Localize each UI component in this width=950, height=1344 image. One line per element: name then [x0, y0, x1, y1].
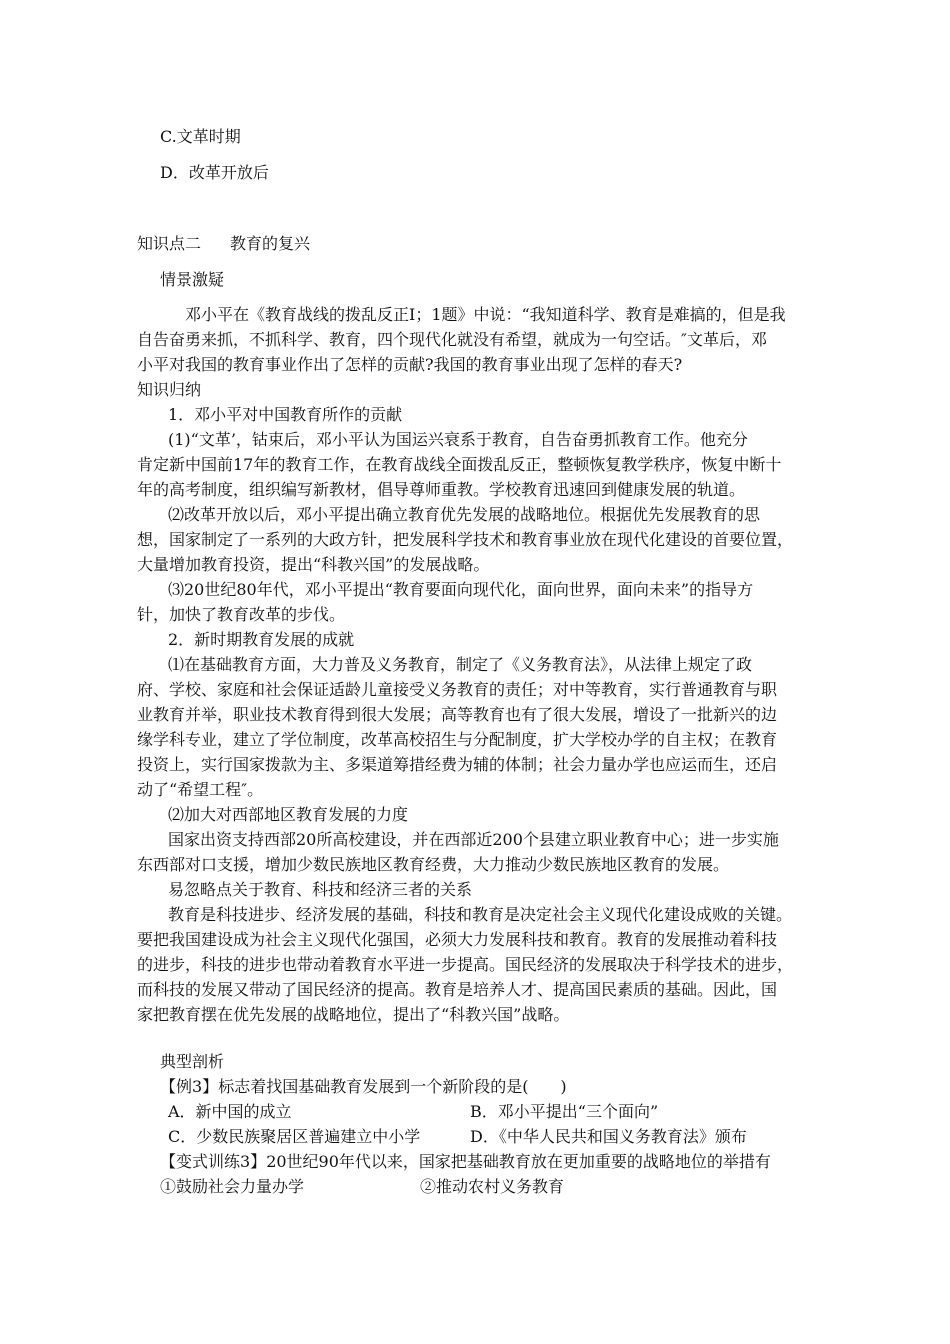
- point1-line: 年的高考制度，组织编写新教材，倡导尊师重教。学校教育迅速回到健康发展的轨道。: [137, 480, 746, 499]
- option-c: C．少数民族聚居区普遍建立中小学: [168, 1127, 421, 1146]
- option-d-top: D．改革开放后: [160, 163, 269, 182]
- section-heading-title: 教育的复兴: [230, 234, 311, 253]
- scenario-line: 自告奋勇来抓，不抓科学、教育，四个现代化就没有希望，就成为一句空话。″文革后，邓: [137, 330, 767, 349]
- option-d: D．《中华人民共和国义务教育法》颁布: [470, 1127, 747, 1146]
- easy-miss-title: 易忽略点关于教育、科技和经济三者的关系: [168, 880, 473, 899]
- point1-line: 肯定新中国前17年的教育工作，在教育战线全面拨乱反正，整顿恢复教学秩序，恢复中断十: [137, 455, 782, 474]
- example3-stem: 标志着找国基础教育发展到一个新阶段的是( ): [218, 1077, 567, 1096]
- variant3-item-1: ①鼓励社会力量办学: [160, 1177, 305, 1196]
- point2-line: 东西部对口支援，增加少数民族地区教育经费，大力推动少数民族地区教育的发展。: [137, 855, 730, 874]
- variant3-question: [160, 1152, 771, 1172]
- point1-line: (1)“文革’，钴束后，邓小平认为国运兴衰系于教育，自告奋勇抓教育工作。他充分: [168, 430, 748, 449]
- point1-line: ⑶20世纪80年代，邓小平提出“教育要面向现代化，面向世界，面向未来”的指导方: [168, 580, 754, 599]
- point2-line: 业教育并举，职业技术教育得到很大发展；高等教育也有了很大发展，增设了一批新兴的边: [137, 705, 778, 724]
- easy-miss-line: 而科技的发展又带动了国民经济的提高。教育是培养人才、提高国民素质的基础。因此，国: [137, 980, 778, 999]
- point2-line: 府、学校、家庭和社会保证适龄儿童接受义务教育的责任；对中等教育，实行普通教育与职: [137, 680, 778, 699]
- easy-miss-line: 教育是科技进步、经济发展的基础，科技和教育是决定社会主义现代化建设成败的关键。: [168, 905, 793, 924]
- point1-line: 针，加快了教育改革的步伐。: [137, 605, 346, 624]
- point1-line: 想，国家制定了一系列的大政方针，把发展科学技术和教育事业放在现代化建设的首要位置，: [137, 530, 794, 549]
- point1-title: 1．邓小平对中国教育所作的贡献: [168, 405, 403, 424]
- typical-label: 典型剖析: [160, 1052, 225, 1071]
- point2-line: ⑵加大对西部地区教育发展的力度: [168, 805, 409, 824]
- variant3-item-2: ②推动农村义务教育: [420, 1177, 565, 1196]
- easy-miss-line: 家把教育摆在优先发展的战略地位，提出了“科教兴国”战略。: [137, 1005, 570, 1024]
- point2-line: 投资上，实行国家拨款为主、多渠道筹措经费为辅的体制；社会力量办学也应运而生，还启: [137, 755, 778, 774]
- easy-miss-line: 的进步，科技的进步也带动着教育水平进一步提高。国民经济的发展取决于科学技术的进步，: [137, 955, 794, 974]
- point2-line: 缘学科专业，建立了学位制度，改革高校招生与分配制度，扩大学校办学的自主权；在教育: [137, 730, 778, 749]
- point2-line: ⑴在基础教育方面，大力普及义务教育，制定了《义务教育法》，从法律上规定了政: [168, 655, 753, 674]
- example3-question: [160, 1077, 567, 1097]
- example3-tag: 【例3】: [160, 1077, 219, 1096]
- scenario-label: 情景激疑: [160, 270, 225, 289]
- scenario-line: 邓小平在《教育战线的拨乱反正I；1题》中说：“我知道科学、教育是难搞的，但是我: [185, 305, 786, 324]
- option-c-top: C.文革时期: [160, 127, 241, 146]
- variant3-tag: 【变式训练3】: [160, 1152, 267, 1171]
- point2-line: 国家出资支持西部20所高校建设，并在西部近200个县建立职业教育中心；进一步实施: [168, 830, 779, 849]
- point1-line: ⑵改革开放以后，邓小平提出确立教育优先发展的战略地位。根据优先发展教育的思: [168, 505, 761, 524]
- variant3-stem: 20世纪90年代以来，国家把基础教育放在更加重要的战略地位的举措有: [266, 1152, 771, 1171]
- option-a: A．新中国的成立: [168, 1102, 292, 1121]
- point2-line: 动了“希望工程″。: [137, 780, 264, 799]
- easy-miss-line: 要把我国建设成为社会主义现代化强国，必须大力发展科技和教育。教育的发展推动着科技: [137, 930, 778, 949]
- section-heading-label: 知识点二: [137, 234, 202, 253]
- scenario-line: 小平对我国的教育事业作出了怎样的贡献?我国的教育事业出现了怎样的春天?: [137, 355, 683, 374]
- option-b: B．邓小平提出“三个面向”: [470, 1102, 659, 1121]
- summary-label: 知识归纳: [137, 380, 202, 399]
- point1-line: 大量增加教育投资，提出“科教兴国”的发展战略。: [137, 555, 490, 574]
- point2-title: 2．新时期教育发展的成就: [168, 630, 355, 649]
